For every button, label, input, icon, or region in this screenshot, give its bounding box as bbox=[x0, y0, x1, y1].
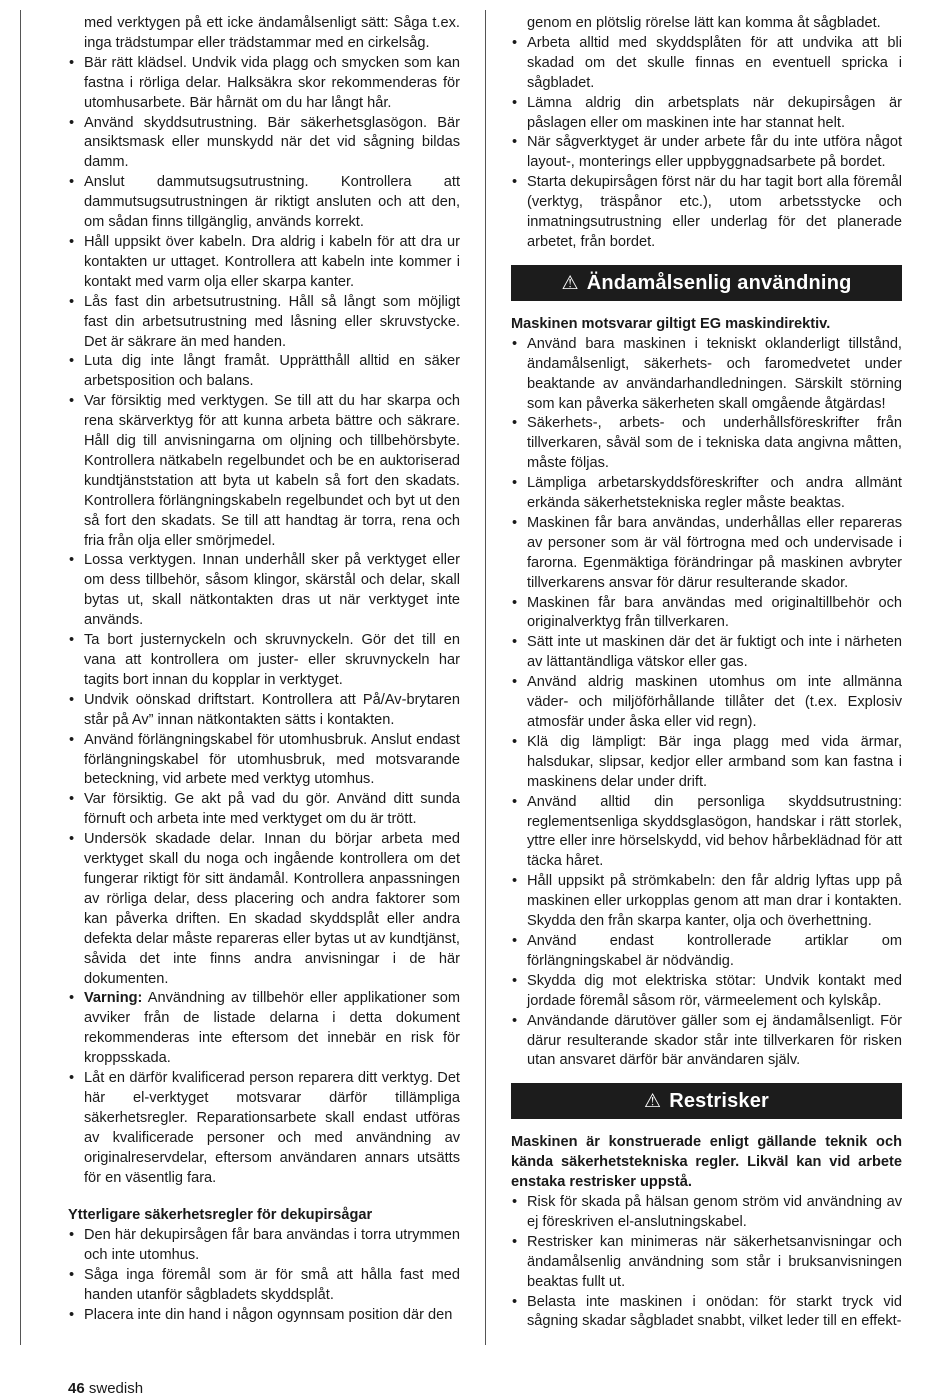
section-title: Restrisker bbox=[669, 1090, 770, 1113]
list-item: • Placera inte din hand i någon ogynnsam position där den bbox=[68, 1306, 460, 1326]
footer-language: swedish bbox=[88, 1380, 144, 1397]
warning-label: Varning: bbox=[84, 990, 143, 1007]
list-item: • Användande därutöver gäller som ej ändamålsenligt. För därur resulterande skador står inte tillverkaren för risken utan ansvaret därför bär användaren själv. bbox=[511, 1012, 902, 1072]
section-intro: Maskinen motsvarar giltigt EG maskindirektiv. bbox=[511, 315, 831, 332]
list-item: • Var försiktig. Ge akt på vad du gör. Använd ditt sunda förnuft och arbeta inte med verktyget om du är trött. bbox=[68, 790, 460, 830]
list-item: • Lämna aldrig din arbetsplats när dekupirsågen är påslagen eller om maskinen inte har stannat helt. bbox=[511, 94, 902, 134]
section-intro: Maskinen är konstruerade enligt gällande teknik och kända säkerhetstekniska regler. Likväl kan vid arbete enstaka restrisker uppstå. bbox=[511, 1134, 902, 1191]
list-item: • Maskinen får bara användas, underhållas eller repareras av personer som är väl förtrogna med och undervisade i farorna. Egenmäktiga förändringar på maskinen avbryter tillverkarens ansvar för därur resulterande skador. bbox=[511, 514, 902, 594]
list-item: • Lämpliga arbetarskyddsföreskrifter och andra allmänt erkända säkerhetstekniska regler måste beaktas. bbox=[511, 474, 902, 514]
left-column bbox=[68, 14, 460, 1326]
warning-triangle-icon: ⚠ bbox=[643, 1091, 662, 1113]
list-item: • Risk för skada på hälsan genom ström vid användning av ej föreskriven el-anslutningskabel. bbox=[511, 1193, 902, 1233]
list-item: • Starta dekupirsågen först när du har tagit bort alla föremål (verktyg, träspånor etc.), utom arbetsstycke och inmatningsutrustning eller underlag för det planerade arbetet, från bordet. bbox=[511, 173, 902, 253]
list-item: • Låt en därför kvalificerad person reparera ditt verktyg. Det här el-verktyget motsvarar därför tillämpliga säkerhetsregler. Reparationsarbete skall endast utföras av kvalificerade personer och med användning av originalreservdelar, eftersom användaren annars utsätts för en väsentlig fara. bbox=[68, 1069, 460, 1188]
list-item: • Använd aldrig maskinen utomhus om inte allmänna väder- och miljöförhållande tillåter det (t.ex. Explosiv atmosfär under åska eller vid regn). bbox=[511, 673, 902, 733]
list-item: • Undvik oönskad driftstart. Kontrollera att På/Av-brytaren står på Av” innan nätkontakten sätts i kontakten. bbox=[68, 691, 460, 731]
section-title: Ändamålsenlig användning bbox=[586, 271, 852, 294]
list-item: • Håll uppsikt på strömkabeln: den får aldrig lyftas upp på maskinen eller urkopplas genom att man drar i kontakten. Skydda den från skarpa kanter, olja och överhettning. bbox=[511, 872, 902, 932]
list-item: • Den här dekupirsågen får bara användas i torra utrymmen och inte utomhus. bbox=[68, 1226, 460, 1266]
list-item: • Ta bort justernyckeln och skruvnyckeln. Gör det till en vana att kontrollera om juster- eller skruvnyckeln har tagits bort innan du kopplar in verktyget. bbox=[68, 631, 460, 691]
list-item: • Restrisker kan minimeras när säkerhetsanvisningar och ändamålsenlig användning som står i bruksanvisningen beaktas fullt ut. bbox=[511, 1233, 902, 1293]
page-footer bbox=[68, 1380, 143, 1397]
list-item: • Bär rätt klädsel. Undvik vida plagg och smycken som kan fastna i rörliga delar. Halksäkra skor rekommenderas för utomhusarbete. Bär hårnät om du har långt hår. bbox=[68, 54, 460, 114]
list-item: • Lås fast din arbetsutrustning. Håll så långt som möjligt fast din arbetsutrustning med låsning eller skruvstycke. Det är säkrare än med handen. bbox=[68, 293, 460, 353]
list-item: • Säkerhets-, arbets- och underhållsföreskrifter från tillverkaren, såväl som de i tekniska data angivna måtten, måste följas. bbox=[511, 414, 902, 474]
list-item: • Belasta inte maskinen i onödan: för starkt tryck vid sågning skadar sågbladet snabbt, vilket leder till en effekt- bbox=[511, 1293, 902, 1333]
list-item: • Använd förlängningskabel för utomhusbruk. Anslut endast förlängningskabel för utomhusbruk, med motsvarande beteckning, vid arbete med verktyg utomhus. bbox=[68, 731, 460, 791]
warning-item bbox=[68, 989, 460, 1069]
safety-list-continued bbox=[511, 34, 902, 253]
list-item: • Använd bara maskinen i tekniskt oklanderligt tillstånd, ändamålsenligt, säkerhets- och faromedvetet under beaktande av användarhandledningen. Särskilt störning som kan påverka säkerheten skall omgående åtgärdas! bbox=[511, 335, 902, 415]
list-item: • Håll uppsikt över kabeln. Dra aldrig i kabeln för att dra ur kontakten ur uttaget. Kontrollera att kabeln inte kommer i kontakt med varm olja eller skarpa kanter. bbox=[68, 233, 460, 293]
warning-triangle-icon: ⚠ bbox=[561, 272, 579, 294]
left-margin-rule bbox=[20, 10, 21, 1345]
extra-safety-list bbox=[68, 1226, 460, 1326]
section-header-intended-use bbox=[511, 265, 902, 301]
list-item: • Var försiktig med verktygen. Se till att du har skarpa och rena skärverktyg för att kunna arbeta bättre och säkrare. Håll dig till anvisningarna om oljning och tillbehörsbyte. Kontrollera nätkabeln regelbundet och be en auktoriserad kundtjänststation att byta ut kabeln så fort den skadats. Kontrollera förlängningskabeln regelbundet och byt ut den så fort den skadats. Se till att handtag är torra, rena och fria från olja eller smörjmedel. bbox=[68, 392, 460, 551]
list-item: • Luta dig inte långt framåt. Upprätthåll alltid en säker arbetsposition och balans. bbox=[68, 352, 460, 392]
list-item: • Undersök skadade delar. Innan du börjar arbeta med verktyget skall du noga och ingående kontrollera om det fungerar riktigt för sitt ändamål. Kontrollera anpassningen av rörliga delar, dess placering och andra faktorer som kan påverka driften. En skadad skyddsplåt eller andra defekta delar måste repareras eller bytas ut av kundtjänst, såvida det inte finns andra anvisningar i de här dokumenten. bbox=[68, 830, 460, 989]
list-item: • Såga inga föremål som är för små att hålla fast med handen utanför sågbladets skyddsplåt. bbox=[68, 1266, 460, 1306]
list-item: • Använd alltid din personliga skyddsutrustning: reglementsenliga skyddsglasögon, handskar i rätt storlek, yttre eller inre hörselskydd, vid behov hårbeklädnad för att täcka håret. bbox=[511, 793, 902, 873]
list-item: • Anslut dammutsugsutrustning. Kontrollera att dammutsugsutrustningen är riktigt ansluten och att den, om sådan finns tillgänglig, används korrekt. bbox=[68, 173, 460, 233]
section-header-residual-risks bbox=[511, 1083, 902, 1119]
list-item: • Sätt inte ut maskinen där det är fuktigt och inte i närheten av lättantändliga vätskor eller gas. bbox=[511, 633, 902, 673]
list-item: • Använd skyddsutrustning. Bär säkerhetsglasögon. Bär ansiktsmask eller munskydd när det vid sågning bildas damm. bbox=[68, 114, 460, 174]
list-item: • Använd endast kontrollerade artiklar om förlängningskabel är nödvändig. bbox=[511, 932, 902, 972]
residual-risks-list bbox=[511, 1193, 902, 1332]
column-divider bbox=[485, 10, 486, 1345]
list-item: • Skydda dig mot elektriska stötar: Undvik kontakt med jordade föremål såsom rör, värmeelement och kylskåp. bbox=[511, 972, 902, 1012]
continued-paragraph: med verktygen på ett icke ändamålsenligt sätt: Såga t.ex. inga trädstumpar eller trädstammar med en cirkelsåg. bbox=[84, 15, 460, 51]
page-number: 46 bbox=[68, 1380, 85, 1397]
subheading: Ytterligare säkerhetsregler för dekupirsågar bbox=[68, 1207, 373, 1224]
right-column bbox=[511, 14, 902, 1332]
warning-text: Användning av tillbehör eller applikationer som avviker från de listade delarna i detta dokument rekommenderas inte eftersom det innebär en risk för kroppsskada. bbox=[84, 990, 460, 1067]
list-item: • Maskinen får bara användas med originaltillbehör och originalverktyg från tillverkaren. bbox=[511, 594, 902, 634]
list-item: • Arbeta alltid med skyddsplåten för att undvika att bli skadad om det skulle finnas en eventuell spricka i sågbladet. bbox=[511, 34, 902, 94]
intended-use-list bbox=[511, 335, 902, 1072]
continued-paragraph: genom en plötslig rörelse lätt kan komma åt sågbladet. bbox=[527, 15, 881, 31]
safety-list bbox=[68, 54, 460, 1189]
list-item: • När sågverktyget är under arbete får du inte utföra något layout-, monterings eller uppbyggnadsarbete på bordet. bbox=[511, 133, 902, 173]
list-item: • Lossa verktygen. Innan underhåll sker på verktyget eller om dess tillbehör, såsom klingor, skärstål och delar, skall bytas ut, skall nätkontakten dras ut när verktyget inte används. bbox=[68, 551, 460, 631]
list-item: • Klä dig lämpligt: Bär inga plagg med vida ärmar, halsdukar, slipsar, kedjor eller armband som kan fastna i maskinens delar under drift. bbox=[511, 733, 902, 793]
